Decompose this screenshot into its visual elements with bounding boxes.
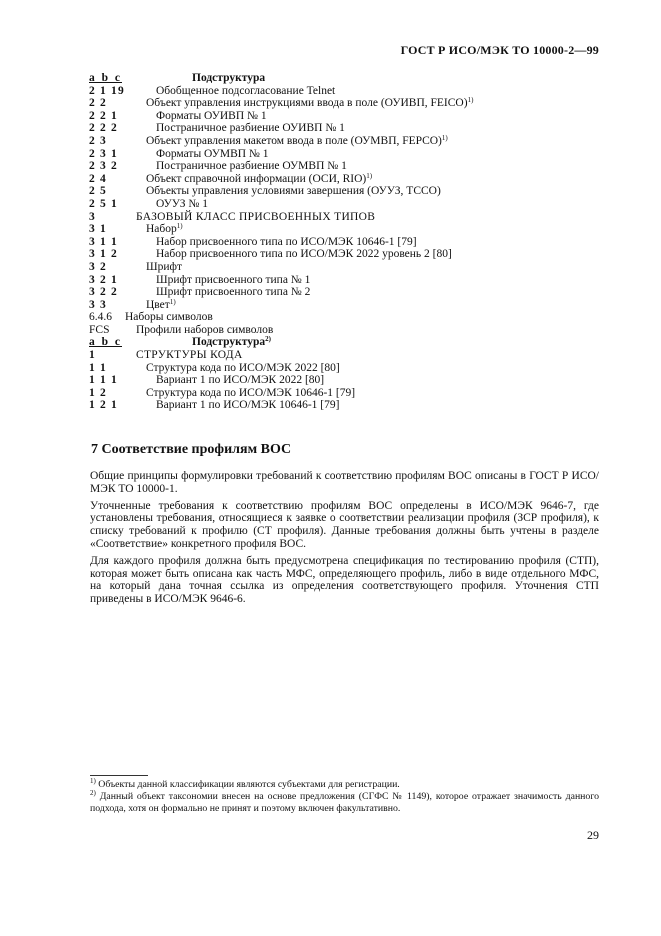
taxonomy-description: ОУУЗ № 1 (156, 197, 209, 210)
fcs-row (89, 324, 589, 337)
taxonomy-description: Набор присвоенного типа по ИСО/МЭК 2022 уровень 2 [80] (156, 248, 452, 261)
taxonomy-list-1 (89, 85, 589, 312)
taxonomy-row (89, 110, 589, 123)
footnote-divider (90, 775, 148, 776)
taxonomy-row (89, 236, 589, 249)
taxonomy-row (89, 122, 589, 135)
subsection-heading (89, 311, 589, 324)
taxonomy-code: 1 1 1 (89, 374, 118, 387)
taxonomy-code: 3 2 1 (89, 273, 118, 286)
taxonomy-row (89, 374, 589, 387)
footnote-ref: 1) (176, 222, 183, 231)
document-header: ГОСТ Р ИСО/МЭК ТО 10000-2—99 (400, 43, 599, 57)
taxonomy-row (89, 248, 589, 261)
footnotes (90, 779, 599, 815)
taxonomy-row (89, 85, 589, 98)
taxonomy-row (89, 349, 589, 362)
taxonomy-description: Шрифт присвоенного типа № 1 (156, 273, 311, 286)
taxonomy-description: Структура кода по ИСО/МЭК 10646-1 [79] (146, 386, 356, 399)
column-header-code: a b c (89, 72, 122, 84)
taxonomy-block (89, 72, 589, 412)
taxonomy-row (89, 211, 589, 224)
taxonomy-description: Шрифт присвоенного типа № 2 (156, 286, 311, 299)
taxonomy-header (89, 72, 589, 85)
taxonomy-row (89, 160, 589, 173)
footnote-ref: 1) (366, 171, 373, 180)
taxonomy-description: Объект справочной информации (ОСИ, RIO)$^{1)}$ (146, 171, 373, 185)
taxonomy-row (89, 223, 589, 236)
footnote-ref: 1) (467, 96, 474, 105)
column-header-code: a b c (89, 336, 122, 349)
footnote-ref: 1) (441, 133, 448, 142)
taxonomy-code: 3 1 2 (89, 248, 118, 261)
taxonomy-description: Форматы ОУИВП № 1 (156, 109, 267, 122)
fcs-text: Профили наборов символов (136, 323, 274, 336)
taxonomy-description: Форматы ОУМВП № 1 (156, 147, 269, 160)
footnote-ref: 2) (265, 335, 271, 344)
taxonomy-description: Шрифт (146, 260, 182, 273)
footnote: $^{2)}$ Данный объект таксономии внесен на основе предложения (СГФС № 1149), которое отражает значимость данного подхода, хотя он формально не принят и поэтому включен факультативно. (90, 789, 599, 814)
taxonomy-code: 2 3 (89, 134, 107, 147)
taxonomy-code: 1 2 1 (89, 399, 118, 412)
taxonomy-code: 3 (89, 210, 96, 223)
taxonomy-code: 2 3 1 (89, 147, 118, 160)
taxonomy-description: Объект управления макетом ввода в поле (ОУМВП, FEPCO)$^{1)}$ (146, 133, 448, 147)
taxonomy-row (89, 387, 589, 400)
taxonomy-row (89, 173, 589, 186)
section-title: 7 Соответствие профилям ВОС (91, 442, 292, 457)
taxonomy-row (89, 185, 589, 198)
taxonomy-code: 3 1 1 (89, 235, 118, 248)
taxonomy-code: 2 2 (89, 97, 107, 110)
taxonomy-description: Цвет$^{1)}$ (146, 297, 176, 311)
paragraph: Для каждого профиля должна быть предусмотрена спецификация по тестированию профиля (СТП), которая может быть описана как часть МФС, определяющего профиль, либо в виде отдельного МФС, на который дана точная ссылка из определения соответствующего профиля. Уточнения СТП приведены в ИСО/МЭК 9646-6. (90, 554, 599, 606)
taxonomy-list-2 (89, 349, 589, 412)
taxonomy-code: 2 4 (89, 172, 107, 185)
paragraph: Уточненные требования к соответствию профилям ВОС определены в ИСО/МЭК 9646-7, где установлены требования, относящиеся к заявке о соответствии реализации профиля (ЗСР профиля), к списку требований к профилю (СТ профиля). Данные требования должны быть учтены в разделе «Соответствие» конкретного профиля ВОС. (90, 499, 599, 550)
taxonomy-description: БАЗОВЫЙ КЛАСС ПРИСВОЕННЫХ ТИПОВ (136, 210, 376, 223)
taxonomy-code: 3 1 (89, 223, 107, 236)
taxonomy-row (89, 286, 589, 299)
taxonomy-description: Вариант 1 по ИСО/МЭК 2022 [80] (156, 374, 325, 387)
taxonomy-code: 2 2 2 (89, 122, 118, 135)
column-header-title: Подструктура$^{2)}$ (192, 335, 271, 349)
taxonomy-description: Постраничное разбиение ОУМВП № 1 (156, 160, 347, 173)
taxonomy-description: Объекты управления условиями завершения (ОУУЗ, TCCO) (146, 185, 441, 198)
taxonomy-code: 1 (89, 349, 96, 362)
taxonomy-description: Структура кода по ИСО/МЭК 2022 [80] (146, 361, 340, 374)
taxonomy-row (89, 362, 589, 375)
taxonomy-row (89, 198, 589, 211)
taxonomy-code: 2 1 19 (89, 84, 125, 97)
taxonomy-description: Обобщенное подсогласование Telnet (156, 84, 336, 97)
taxonomy-header-2 (89, 336, 589, 349)
taxonomy-description: Вариант 1 по ИСО/МЭК 10646-1 [79] (156, 399, 340, 412)
taxonomy-code: 2 5 (89, 185, 107, 198)
taxonomy-code: 1 2 (89, 386, 107, 399)
taxonomy-code: 1 1 (89, 361, 107, 374)
taxonomy-row (89, 299, 589, 312)
taxonomy-description: СТРУКТУРЫ КОДА (136, 349, 243, 362)
subsection-number: 6.4.6 (89, 311, 112, 324)
taxonomy-description: Объект управления инструкциями ввода в поле (ОУИВП, FEICO)$^{1)}$ (146, 96, 474, 110)
taxonomy-description: Набор присвоенного типа по ИСО/МЭК 10646-1 [79] (156, 235, 417, 248)
fcs-code: FCS (89, 323, 110, 336)
column-header-title: Подструктура (192, 72, 266, 84)
taxonomy-row (89, 97, 589, 110)
page-number: 29 (587, 828, 599, 842)
taxonomy-code: 3 2 (89, 260, 107, 273)
subsection-title: Наборы символов (125, 311, 213, 324)
taxonomy-row (89, 261, 589, 274)
taxonomy-row (89, 399, 589, 412)
section-body (90, 470, 599, 610)
taxonomy-code: 2 5 1 (89, 197, 118, 210)
taxonomy-code: 2 3 2 (89, 160, 118, 173)
taxonomy-row (89, 274, 589, 287)
footnote: $^{1)}$ Объекты данной классификации являются субъектами для регистрации. (90, 777, 400, 790)
taxonomy-code: 3 2 2 (89, 286, 118, 299)
footnote-ref: 1) (169, 297, 176, 306)
taxonomy-code: 3 3 (89, 298, 107, 311)
taxonomy-description: Набор$^{1)}$ (146, 222, 183, 236)
taxonomy-description: Постраничное разбиение ОУИВП № 1 (156, 122, 345, 135)
taxonomy-code: 2 2 1 (89, 109, 118, 122)
paragraph: Общие принципы формулировки требований к соответствию профилям ВОС описаны в ГОСТ Р ИСО/МЭК ТО 10000-1. (90, 470, 599, 495)
taxonomy-row (89, 135, 589, 148)
taxonomy-row (89, 148, 589, 161)
